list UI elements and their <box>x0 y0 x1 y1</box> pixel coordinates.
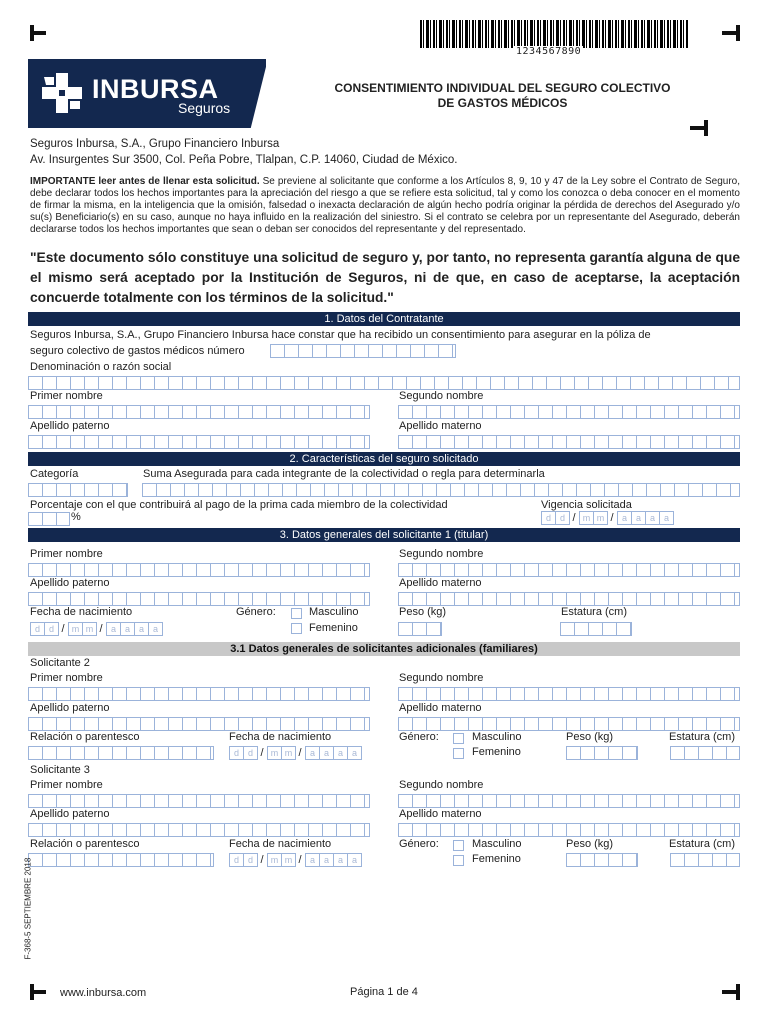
sol2-segundo-nombre-label: Segundo nombre <box>399 672 484 684</box>
sol2-apellido-materno-label: Apellido materno <box>399 702 482 714</box>
policy-number-field[interactable] <box>270 344 456 358</box>
s2-suma-label: Suma Asegurada para cada integrante de la colectividad o regla para determinarla <box>143 468 545 480</box>
s2-porcentaje-label: Porcentaje con el que contribuirá al pago de la prima cada miembro de la colectividad <box>30 499 448 511</box>
sol2-peso-label: Peso (kg) <box>566 731 614 743</box>
sol3-primer-nombre-label: Primer nombre <box>30 779 103 791</box>
sol2-peso-field[interactable] <box>566 746 638 760</box>
s3-primer-nombre-field[interactable] <box>28 563 370 577</box>
s3-apellido-paterno-field[interactable] <box>28 592 370 606</box>
solicitante-3-label: Solicitante 3 <box>30 764 90 776</box>
sol3-genero-label: Género: <box>399 838 439 850</box>
footer-url[interactable]: www.inbursa.com <box>60 987 147 999</box>
section-3-header: 3. Datos generales del solicitante 1 (titular) <box>28 528 740 542</box>
barcode <box>420 20 688 60</box>
inbursa-emblem-icon <box>38 69 86 117</box>
s3-masculino-label: Masculino <box>309 606 359 618</box>
solicitante-2-label: Solicitante 2 <box>30 657 90 669</box>
sol3-segundo-nombre-label: Segundo nombre <box>399 779 484 791</box>
s3-fecha-nac-field[interactable]: d d / m m / a a a a <box>30 622 162 636</box>
company-info: Seguros Inbursa, S.A., Grupo Financiero Inbursa Av. Insurgentes Sur 3500, Col. Peña Pobre, Tlalpan, C.P. 14060, Ciudad de México. <box>30 138 458 166</box>
s3-estatura-label: Estatura (cm) <box>561 606 628 618</box>
s1-apellido-paterno-field[interactable] <box>28 435 370 449</box>
sol3-relacion-field[interactable] <box>28 853 214 867</box>
s3-peso-field[interactable] <box>398 622 442 636</box>
sol3-femenino-checkbox[interactable] <box>453 855 464 866</box>
porcentaje-field[interactable] <box>28 512 70 526</box>
s3-apellido-paterno-label: Apellido paterno <box>30 577 110 589</box>
sol3-masculino-checkbox[interactable] <box>453 840 464 851</box>
s3-segundo-nombre-field[interactable] <box>398 563 740 577</box>
important-notice: IMPORTANTE leer antes de llenar esta solicitud. Se previene al solicitante que conforme a los Artículos 8, 9, 10 y 47 de la Ley sobre el Contrato de Seguro, debe declarar todos los hechos importantes para la apreciación del riesgo a que se refiere esta solicitud, tal y como los conozca o deba conocer en el momento de firmar la misma, en la inteligencia que la omisión, falsedad o inexacta declaración de algún hecho podría originar la pérdida de derechos del Asegurado y/o su(s) Beneficiario(s) en su caso, aunque no haya influido en la realización del siniestro. Si el contrato se celebra por un representante del Asegurado, deberán declararse todos los hechos importantes que sean o deban ser conocidos del representante y del representado. <box>30 176 740 235</box>
registration-mark <box>30 25 48 41</box>
sol2-relacion-label: Relación o parentesco <box>30 731 140 743</box>
sol2-fecha-nac-label: Fecha de nacimiento <box>229 731 332 743</box>
sol2-masculino-label: Masculino <box>472 731 522 743</box>
sol2-femenino-label: Femenino <box>472 746 521 758</box>
sol3-apellido-paterno-label: Apellido paterno <box>30 808 110 820</box>
disclaimer-quote: "Este documento sólo constituye una solicitud de seguro y, por tanto, no representa garantía alguna de que el mismo será aceptado por la Institución de Seguros, ni de que, en caso de aceptarse, la aceptación concuerde totalmente con los términos de la solicitud." <box>30 250 740 305</box>
sol3-primer-nombre-field[interactable] <box>28 794 370 808</box>
registration-mark <box>722 984 740 1000</box>
s1-apellido-paterno-label: Apellido paterno <box>30 420 110 432</box>
inbursa-logo <box>28 59 266 128</box>
sol3-masculino-label: Masculino <box>472 838 522 850</box>
s1-apellido-materno-field[interactable] <box>398 435 740 449</box>
logo-sub: Seguros <box>178 100 231 116</box>
denominacion-field[interactable] <box>28 376 740 390</box>
form-code: F-368-5 SEPTIEMBRE 2018 <box>23 857 33 960</box>
sol3-segundo-nombre-field[interactable] <box>398 794 740 808</box>
sol3-fecha-nac-field[interactable]: d d / m m / a a a a <box>229 853 361 867</box>
sol2-masculino-checkbox[interactable] <box>453 733 464 744</box>
sol2-primer-nombre-field[interactable] <box>28 687 370 701</box>
sol2-apellido-paterno-label: Apellido paterno <box>30 702 110 714</box>
sol2-apellido-paterno-field[interactable] <box>28 717 370 731</box>
sol3-peso-field[interactable] <box>566 853 638 867</box>
section-3-1-header: 3.1 Datos generales de solicitantes adicionales (familiares) <box>28 642 740 656</box>
s2-categoria-label: Categoría <box>30 468 79 480</box>
sol3-apellido-materno-label: Apellido materno <box>399 808 482 820</box>
sol3-apellido-materno-field[interactable] <box>398 823 740 837</box>
sol3-femenino-label: Femenino <box>472 853 521 865</box>
sol2-femenino-checkbox[interactable] <box>453 748 464 759</box>
sol2-primer-nombre-label: Primer nombre <box>30 672 103 684</box>
section-1-header: 1. Datos del Contratante <box>28 312 740 326</box>
s2-vigencia-label: Vigencia solicitada <box>541 499 632 511</box>
sol2-relacion-field[interactable] <box>28 746 214 760</box>
s3-estatura-field[interactable] <box>560 622 632 636</box>
suma-asegurada-field[interactable] <box>142 483 740 497</box>
s3-femenino-label: Femenino <box>309 622 358 634</box>
s1-primer-nombre-field[interactable] <box>28 405 370 419</box>
categoria-field[interactable] <box>28 483 128 497</box>
section-2-header: 2. Características del seguro solicitado <box>28 452 740 466</box>
sol2-genero-label: Género: <box>399 731 439 743</box>
barcode-number: 1234567890 <box>516 46 582 57</box>
sol2-fecha-nac-field[interactable]: d d / m m / a a a a <box>229 746 361 760</box>
page-number: Página 1 de 4 <box>350 986 418 998</box>
s1-intro-line2: seguro colectivo de gastos médicos número <box>30 345 245 357</box>
sol2-estatura-label: Estatura (cm) <box>669 731 736 743</box>
s3-apellido-materno-label: Apellido materno <box>399 577 482 589</box>
s3-apellido-materno-field[interactable] <box>398 592 740 606</box>
sol3-fecha-nac-label: Fecha de nacimiento <box>229 838 332 850</box>
sol3-estatura-label: Estatura (cm) <box>669 838 736 850</box>
s3-genero-label: Género: <box>236 606 276 618</box>
s3-primer-nombre-label: Primer nombre <box>30 548 103 560</box>
registration-mark <box>30 984 48 1000</box>
sol3-estatura-field[interactable] <box>670 853 740 867</box>
sol2-segundo-nombre-field[interactable] <box>398 687 740 701</box>
s1-denominacion-label: Denominación o razón social <box>30 361 172 373</box>
s3-masculino-checkbox[interactable] <box>291 608 302 619</box>
s1-intro-line1: Seguros Inbursa, S.A., Grupo Financiero Inbursa hace constar que ha recibido un consentimiento para asegurar en la póliza de <box>30 329 651 341</box>
vigencia-date-field[interactable]: d d / m m / a a a a <box>541 511 673 525</box>
logo-brand: INBURSA <box>92 74 219 104</box>
s1-primer-nombre-label: Primer nombre <box>30 390 103 402</box>
registration-mark <box>722 25 740 41</box>
sol3-apellido-paterno-field[interactable] <box>28 823 370 837</box>
registration-mark <box>690 120 708 136</box>
s1-apellido-materno-label: Apellido materno <box>399 420 482 432</box>
s3-segundo-nombre-label: Segundo nombre <box>399 548 484 560</box>
document-title: CONSENTIMIENTO INDIVIDUAL DEL SEGURO COLECTIVO DE GASTOS MÉDICOS <box>334 81 671 110</box>
s3-peso-label: Peso (kg) <box>399 606 447 618</box>
pct-sign: % <box>71 511 81 523</box>
s3-fecha-nac-label: Fecha de nacimiento <box>30 606 133 618</box>
s3-femenino-checkbox[interactable] <box>291 623 302 634</box>
sol3-peso-label: Peso (kg) <box>566 838 614 850</box>
sol3-relacion-label: Relación o parentesco <box>30 838 140 850</box>
s1-segundo-nombre-field[interactable] <box>398 405 740 419</box>
sol2-apellido-materno-field[interactable] <box>398 717 740 731</box>
s1-segundo-nombre-label: Segundo nombre <box>399 390 484 402</box>
sol2-estatura-field[interactable] <box>670 746 740 760</box>
